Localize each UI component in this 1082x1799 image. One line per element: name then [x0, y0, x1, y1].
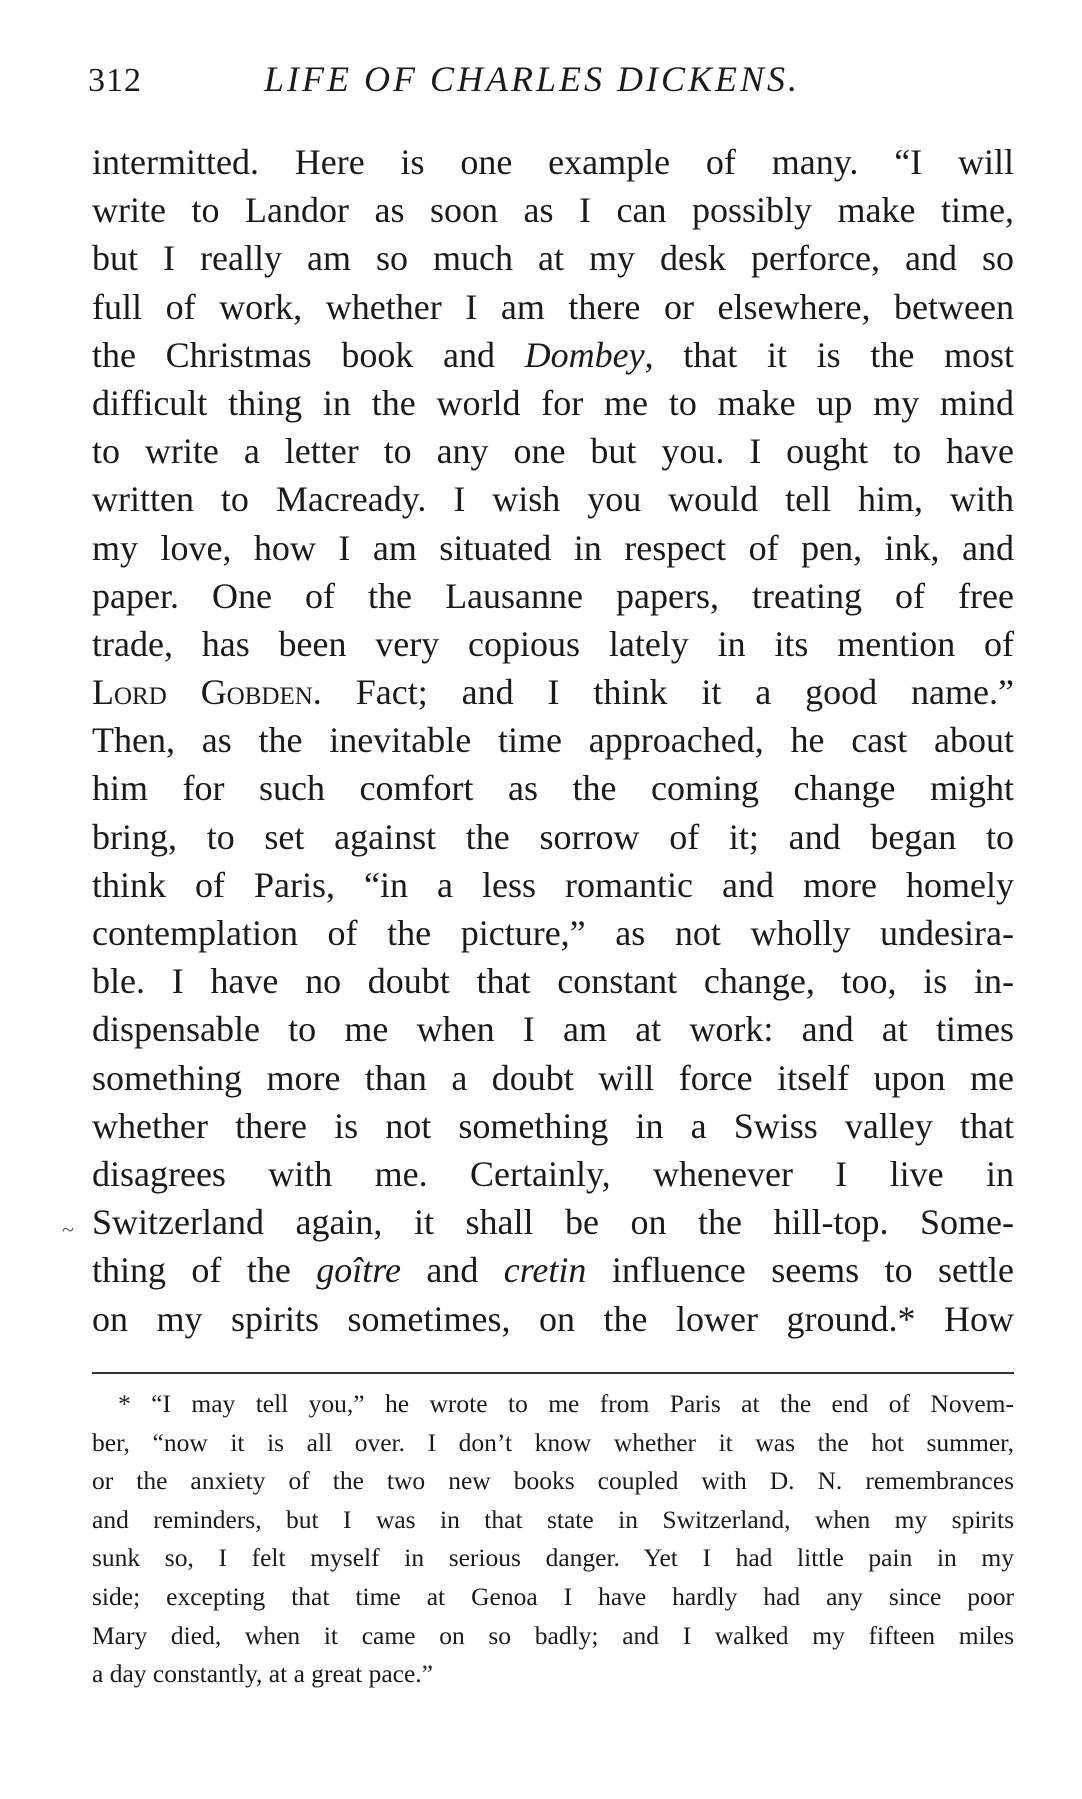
footnote: [92, 1385, 1014, 1694]
text-line: written to Macready. I wish you would tell him, with: [92, 479, 1014, 520]
italic-goitre: goître: [316, 1250, 401, 1291]
page-header: [88, 58, 1018, 108]
text-line: disagrees with me. Certainly, whenever I live in: [92, 1153, 1014, 1194]
text-line: on my spirits sometimes, on the lower ground.* How: [92, 1298, 1014, 1339]
text-line: bring, to set against the sorrow of it; and began to: [92, 816, 1014, 857]
text-line: Lord Gobden. Fact; and I think it a good name.”: [92, 672, 1014, 713]
text-line: write to Landor as soon as I can possibly make time,: [92, 190, 1014, 231]
margin-mark: ~: [62, 1217, 74, 1242]
text-line: the Christmas book and Dombey, that it is the most: [92, 334, 1014, 375]
text-line: thing of the goître and cretin influence seems to settle: [92, 1250, 1014, 1291]
running-title: LIFE OF CHARLES DICKENS.: [264, 59, 800, 99]
footnote-line: a day constantly, at a great pace.”: [92, 1659, 434, 1689]
text-line: full of work, whether I am there or elsewhere, between: [92, 286, 1014, 327]
text-line: to write a letter to any one but you. I ought to have: [92, 431, 1014, 472]
text-line: paper. One of the Lausanne papers, treating of free: [92, 575, 1014, 616]
text-line: think of Paris, “in a less romantic and more homely: [92, 864, 1014, 905]
italic-cretin: cretin: [503, 1250, 587, 1291]
text-line: trade, has been very copious lately in its mention of: [92, 623, 1014, 664]
footnote-line: side; excepting that time at Genoa I have hardly had any since poor: [92, 1581, 1014, 1611]
footnote-line: * “I may tell you,” he wrote to me from Paris at the end of Novem-: [118, 1389, 1014, 1418]
footnote-line: sunk so, I felt myself in serious danger. Yet I had little pain in my: [92, 1543, 1014, 1573]
footnote-line: ber, “now it is all over. I don’t know whether it was the hot summer,: [92, 1427, 1014, 1457]
footnote-line: or the anxiety of the two new books coupled with D. N. remembrances: [92, 1466, 1014, 1496]
text-line: dispensable to me when I am at work: and at times: [92, 1009, 1014, 1050]
text-line: contemplation of the picture,” as not wholly undesira-: [92, 913, 1014, 953]
footnote-line: and reminders, but I was in that state in Switzerland, when my spirits: [92, 1504, 1014, 1534]
text-line: Then, as the inevitable time approached, he cast about: [92, 720, 1014, 761]
footnote-rule: [92, 1372, 1014, 1374]
text-line: my love, how I am situated in respect of pen, ink, and: [92, 527, 1014, 568]
text-line: Switzerland again, it shall be on the hill-top. Some-: [92, 1202, 1014, 1243]
body-text: [92, 138, 1014, 1343]
page-number: 312: [88, 62, 142, 99]
text-line: ble. I have no doubt that constant change, too, is in-: [92, 961, 1014, 1002]
text-line: whether there is not something in a Swiss valley that: [92, 1105, 1014, 1146]
text-line: but I really am so much at my desk perforce, and so: [92, 238, 1014, 279]
text-line: intermitted. Here is one example of many. “I will: [92, 142, 1014, 182]
text-line: something more than a doubt will force itself upon me: [92, 1057, 1014, 1098]
book-title-dombey: Dombey: [524, 334, 645, 375]
footnote-line: Mary died, when it came on so badly; and I walked my fifteen miles: [92, 1620, 1014, 1650]
text-line: difficult thing in the world for me to make up my mind: [92, 382, 1014, 423]
text-line: him for such comfort as the coming change might: [92, 768, 1014, 809]
small-caps-name: Lord Gobden: [92, 672, 313, 713]
